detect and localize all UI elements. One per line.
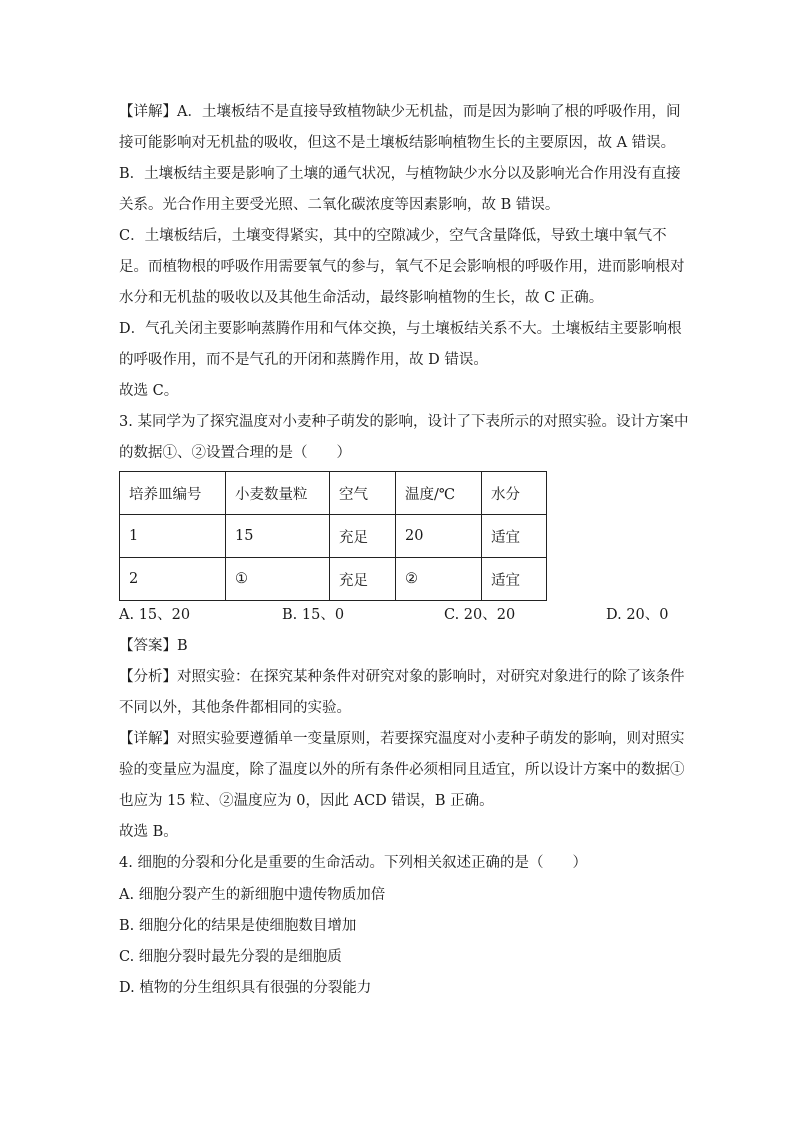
table-cell: 充足	[330, 515, 396, 558]
table-cell: ①	[226, 558, 330, 601]
table-cell: 20	[396, 515, 482, 558]
text-line: 的呼吸作用，而不是气孔的开闭和蒸腾作用，故 D 错误。	[119, 352, 488, 368]
table-header-cell: 温度/℃	[396, 472, 482, 515]
table-cell: 适宜	[482, 558, 547, 601]
answer-text: 【答案】B	[119, 638, 188, 654]
table-header-cell: 小麦数量粒	[226, 472, 330, 515]
table-cell: 15	[226, 515, 330, 558]
table-cell: 适宜	[482, 515, 547, 558]
detail-text: 验的变量应为温度，除了温度以外的所有条件必须相同且适宜，所以设计方案中的数据①	[119, 762, 685, 778]
option-a: A. 细胞分裂产生的新细胞中遗传物质加倍	[119, 887, 386, 903]
text-line: C．土壤板结后，土壤变得紧实，其中的空隙减少，空气含量降低，导致土壤中氧气不	[119, 228, 667, 244]
table-cell: 充足	[330, 558, 396, 601]
option-d: D. 20、0	[606, 607, 669, 623]
experiment-table	[119, 471, 547, 601]
question-stem: 3. 某同学为了探究温度对小麦种子萌发的影响，设计了下表所示的对照实验。设计方案中	[119, 414, 689, 430]
table-cell: 2	[120, 558, 226, 601]
table-row	[120, 558, 547, 601]
detail-text: 也应为 15 粒、②温度应为 0，因此 ACD 错误，B 正确。	[119, 793, 494, 809]
table-cell: ②	[396, 558, 482, 601]
option-d: D. 植物的分生组织具有很强的分裂能力	[119, 980, 372, 996]
table-header-cell: 空气	[330, 472, 396, 515]
question-stem: 4. 细胞的分裂和分化是重要的生命活动。下列相关叙述正确的是（ ）	[119, 855, 587, 871]
table-header-cell: 水分	[482, 472, 547, 515]
text-line: B．土壤板结主要是影响了土壤的通气状况，与植物缺少水分以及影响光合作用没有直接	[119, 166, 681, 182]
conclusion-text: 故选 B。	[119, 824, 178, 840]
option-c: C. 细胞分裂时最先分裂的是细胞质	[119, 949, 342, 965]
table-row	[120, 515, 547, 558]
table-cell: 1	[120, 515, 226, 558]
text-line: 足。而植物根的呼吸作用需要氧气的参与，氧气不足会影响根的呼吸作用，进而影响根对	[119, 259, 685, 275]
analysis-text: 【分析】对照实验：在探究某种条件对研究对象的影响时，对研究对象进行的除了该条件	[119, 669, 685, 685]
conclusion-text: 故选 C。	[119, 383, 179, 399]
option-a: A. 15、20	[119, 607, 191, 623]
question-stem: 的数据①、②设置合理的是（ ）	[119, 445, 351, 461]
text-line: 接可能影响对无机盐的吸收，但这不是土壤板结影响植物生长的主要原因，故 A 错误。	[119, 135, 676, 151]
option-b: B. 细胞分化的结果是使细胞数目增加	[119, 918, 357, 934]
text-line: 【详解】A．土壤板结不是直接导致植物缺少无机盐，而是因为影响了根的呼吸作用，间	[119, 104, 681, 120]
table-header-row	[120, 472, 547, 515]
text-line: D．气孔关闭主要影响蒸腾作用和气体交换，与土壤板结关系不大。土壤板结主要影响根	[119, 321, 682, 337]
analysis-text: 不同以外，其他条件都相同的实验。	[119, 700, 351, 716]
option-c: C. 20、20	[444, 607, 516, 623]
text-line: 关系。光合作用主要受光照、二氧化碳浓度等因素影响，故 B 错误。	[119, 197, 560, 213]
text-line: 水分和无机盐的吸收以及其他生命活动，最终影响植物的生长，故 C 正确。	[119, 290, 604, 306]
detail-text: 【详解】对照实验要遵循单一变量原则，若要探究温度对小麦种子萌发的影响，则对照实	[119, 731, 685, 747]
option-b: B. 15、0	[282, 607, 345, 623]
table-header-cell: 培养皿编号	[120, 472, 226, 515]
